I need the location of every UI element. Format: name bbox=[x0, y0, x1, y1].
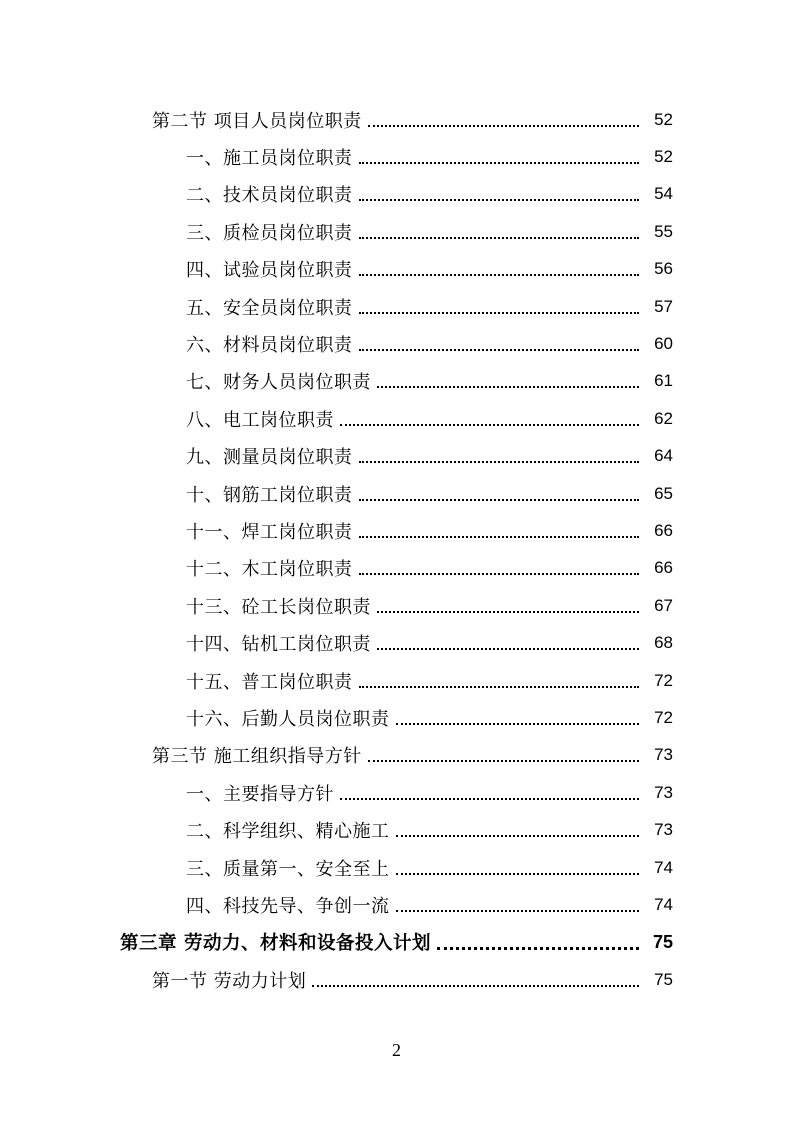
toc-entry-title: 九、测量员岗位职责 bbox=[186, 447, 353, 469]
toc-entry-page: 74 bbox=[654, 857, 673, 877]
toc-entry[interactable] bbox=[0, 176, 793, 213]
toc-entry-page: 67 bbox=[654, 595, 673, 615]
toc-entry-title: 第三节 施工组织指导方针 bbox=[152, 746, 362, 768]
toc-entry-title: 第一节 劳动力计划 bbox=[152, 970, 307, 992]
toc-entry-page: 57 bbox=[654, 296, 673, 316]
toc-entry-page: 62 bbox=[654, 408, 673, 428]
toc-entry-page: 73 bbox=[654, 820, 673, 840]
dot-leader bbox=[359, 686, 640, 688]
toc-entry-title: 一、施工员岗位职责 bbox=[186, 148, 353, 170]
toc-entry-page: 55 bbox=[654, 221, 673, 241]
toc-entry[interactable] bbox=[0, 438, 793, 475]
dot-leader bbox=[359, 237, 640, 239]
dot-leader bbox=[396, 835, 640, 837]
dot-leader bbox=[359, 162, 640, 164]
toc-entry-title: 十二、木工岗位职责 bbox=[186, 559, 353, 581]
dot-leader bbox=[359, 461, 640, 463]
toc-entry-title: 三、质检员岗位职责 bbox=[186, 222, 353, 244]
toc-entry-title: 三、质量第一、安全至上 bbox=[186, 858, 390, 880]
toc-entry[interactable] bbox=[0, 475, 793, 512]
dot-leader bbox=[340, 424, 639, 426]
toc-entry-title: 六、材料员岗位职责 bbox=[186, 335, 353, 357]
toc-entry-title: 一、主要指导方针 bbox=[186, 783, 334, 805]
dot-leader bbox=[359, 499, 640, 501]
toc-entry-title: 二、技术员岗位职责 bbox=[186, 185, 353, 207]
toc-entry-page: 75 bbox=[654, 969, 673, 989]
dot-leader bbox=[377, 386, 639, 388]
toc-entry[interactable] bbox=[0, 400, 793, 437]
dot-leader bbox=[368, 760, 639, 762]
toc-entry[interactable] bbox=[0, 662, 793, 699]
toc-entry[interactable] bbox=[0, 587, 793, 624]
toc-entry-title: 八、电工岗位职责 bbox=[186, 409, 334, 431]
toc-entry[interactable] bbox=[0, 774, 793, 811]
toc-entry-title: 十、钢筋工岗位职责 bbox=[186, 484, 353, 506]
toc-entry[interactable] bbox=[0, 961, 793, 998]
toc-entry-title: 十一、焊工岗位职责 bbox=[186, 521, 353, 543]
toc-entry[interactable] bbox=[0, 213, 793, 250]
dot-leader bbox=[359, 312, 640, 314]
toc-entry-title: 五、安全员岗位职责 bbox=[186, 297, 353, 319]
dot-leader bbox=[340, 798, 639, 800]
dot-leader bbox=[312, 985, 639, 987]
toc-entry-page: 52 bbox=[654, 147, 673, 167]
toc-entry-page: 61 bbox=[654, 371, 673, 391]
toc-entry-title: 第三章 劳动力、材料和设备投入计划 bbox=[120, 933, 431, 955]
dot-leader bbox=[359, 536, 640, 538]
toc-entry-title: 四、试验员岗位职责 bbox=[186, 260, 353, 282]
toc-entry[interactable] bbox=[0, 325, 793, 362]
toc-entry-title: 四、科技先导、争创一流 bbox=[186, 895, 390, 917]
dot-leader bbox=[377, 648, 639, 650]
toc-entry[interactable] bbox=[0, 550, 793, 587]
toc-entry-title: 十五、普工岗位职责 bbox=[186, 671, 353, 693]
toc-entry-title: 十六、后勤人员岗位职责 bbox=[186, 708, 390, 730]
toc-entry-page: 66 bbox=[654, 520, 673, 540]
dot-leader bbox=[359, 274, 640, 276]
toc-entry[interactable] bbox=[0, 363, 793, 400]
dot-leader bbox=[377, 611, 639, 613]
toc-entry-page: 56 bbox=[654, 259, 673, 279]
toc-entry[interactable] bbox=[0, 512, 793, 549]
toc-entry[interactable] bbox=[0, 251, 793, 288]
toc-entry-page: 73 bbox=[654, 745, 673, 765]
toc-entry-title: 十三、砼工长岗位职责 bbox=[186, 596, 371, 618]
dot-leader bbox=[396, 723, 640, 725]
dot-leader bbox=[437, 947, 639, 950]
toc-entry-page: 60 bbox=[654, 334, 673, 354]
toc-entry[interactable] bbox=[0, 699, 793, 736]
dot-leader bbox=[368, 125, 639, 127]
toc-entry[interactable] bbox=[0, 886, 793, 923]
dot-leader bbox=[359, 573, 640, 575]
dot-leader bbox=[396, 873, 640, 875]
toc-entry[interactable] bbox=[0, 288, 793, 325]
dot-leader bbox=[359, 199, 640, 201]
toc-entry-page: 72 bbox=[654, 670, 673, 690]
toc-entry-page: 74 bbox=[654, 894, 673, 914]
table-of-contents bbox=[0, 101, 793, 998]
toc-entry[interactable] bbox=[0, 924, 793, 961]
toc-entry[interactable] bbox=[0, 101, 793, 138]
toc-entry-page: 64 bbox=[654, 446, 673, 466]
toc-entry-title: 二、科学组织、精心施工 bbox=[186, 821, 390, 843]
dot-leader bbox=[359, 349, 640, 351]
toc-entry-page: 54 bbox=[654, 184, 673, 204]
toc-entry-page: 73 bbox=[654, 782, 673, 802]
dot-leader bbox=[396, 910, 640, 912]
toc-entry-page: 52 bbox=[654, 109, 673, 129]
toc-entry[interactable] bbox=[0, 849, 793, 886]
toc-entry[interactable] bbox=[0, 138, 793, 175]
toc-entry-title: 十四、钻机工岗位职责 bbox=[186, 634, 371, 656]
toc-entry-title: 七、财务人员岗位职责 bbox=[186, 372, 371, 394]
toc-entry[interactable] bbox=[0, 811, 793, 848]
toc-entry-page: 72 bbox=[654, 707, 673, 727]
toc-entry-page: 68 bbox=[654, 633, 673, 653]
toc-entry-page: 66 bbox=[654, 558, 673, 578]
toc-entry[interactable] bbox=[0, 737, 793, 774]
toc-entry[interactable] bbox=[0, 624, 793, 661]
page-number: 2 bbox=[392, 1040, 401, 1060]
toc-entry-title: 第二节 项目人员岗位职责 bbox=[152, 110, 362, 132]
toc-entry-page: 75 bbox=[652, 931, 673, 952]
toc-entry-page: 65 bbox=[654, 483, 673, 503]
